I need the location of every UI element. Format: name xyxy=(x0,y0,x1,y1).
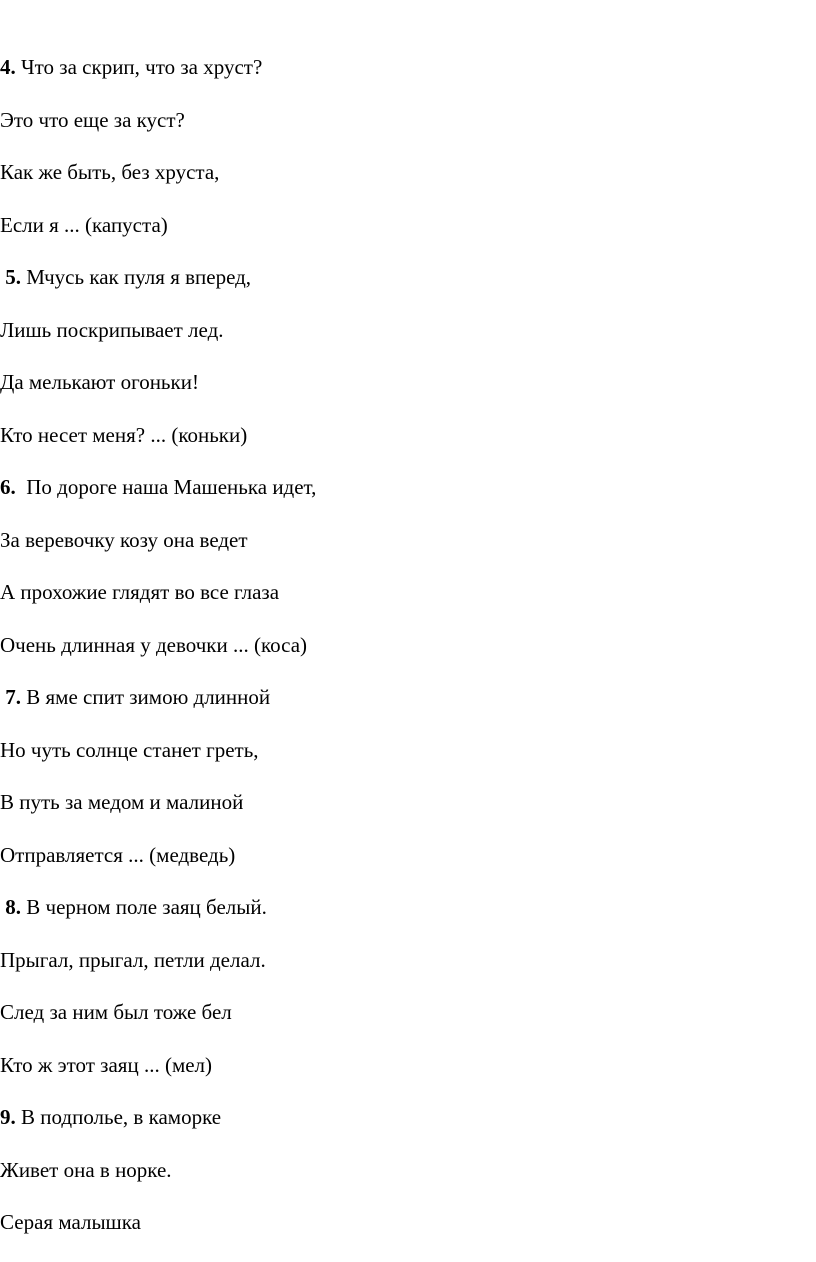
riddle-9-line-2: Живет она в норке. xyxy=(0,1158,172,1182)
riddle-6-line-3: А прохожие глядят во все глаза xyxy=(0,580,280,604)
riddle-6-line-4: Очень длинная у девочки ... (коса) xyxy=(0,633,308,657)
riddle-5-line-2: Лишь поскрипывает лед. xyxy=(0,318,224,342)
riddle-5-number: 5. xyxy=(0,265,21,289)
riddle-5-line-1-text: Мчусь как пуля я вперед, xyxy=(21,265,252,289)
riddle-9-number: 9. xyxy=(0,1105,16,1129)
riddle-6-line-1 xyxy=(0,474,316,500)
riddle-7-line-3: В путь за медом и малиной xyxy=(0,790,244,814)
riddle-5-line-4: Кто несет меня? ... (коньки) xyxy=(0,423,248,447)
riddle-4-line-2: Это что еще за куст? xyxy=(0,108,185,132)
riddle-9-line-1 xyxy=(0,1104,221,1130)
riddle-4-line-1 xyxy=(0,54,262,80)
riddle-8-line-1 xyxy=(0,894,267,920)
riddle-8-line-3: След за ним был тоже бел xyxy=(0,1000,232,1024)
riddle-9-line-1-text: В подполье, в каморке xyxy=(15,1105,222,1129)
riddle-8-line-4: Кто ж этот заяц ... (мел) xyxy=(0,1053,213,1077)
riddle-9-line-3: Серая малышка xyxy=(0,1210,141,1234)
riddle-5-line-1 xyxy=(0,264,251,290)
riddle-8-line-1-text: В черном поле заяц белый. xyxy=(21,895,267,919)
riddle-6-number: 6. xyxy=(0,475,16,499)
riddle-6-line-2: За веревочку козу она ведет xyxy=(0,528,248,552)
riddle-4-line-4: Если я ... (капуста) xyxy=(0,213,168,237)
riddle-7-line-1-text: В яме спит зимою длинной xyxy=(21,685,271,709)
riddle-6-line-1-text: По дороге наша Машенька идет, xyxy=(15,475,317,499)
riddle-8-line-2: Прыгал, прыгал, петли делал. xyxy=(0,948,266,972)
riddle-7-line-2: Но чуть солнце станет греть, xyxy=(0,738,259,762)
riddle-7-line-4: Отправляется ... (медведь) xyxy=(0,843,236,867)
riddle-5-line-3: Да мелькают огоньки! xyxy=(0,370,199,394)
riddle-7-line-1 xyxy=(0,684,270,710)
riddle-8-number: 8. xyxy=(0,895,21,919)
riddle-4-line-3: Как же быть, без хруста, xyxy=(0,160,220,184)
riddle-7-number: 7. xyxy=(0,685,21,709)
riddle-4-number: 4. xyxy=(0,55,16,79)
riddle-4-line-1-text: Что за скрип, что за хруст? xyxy=(15,55,263,79)
